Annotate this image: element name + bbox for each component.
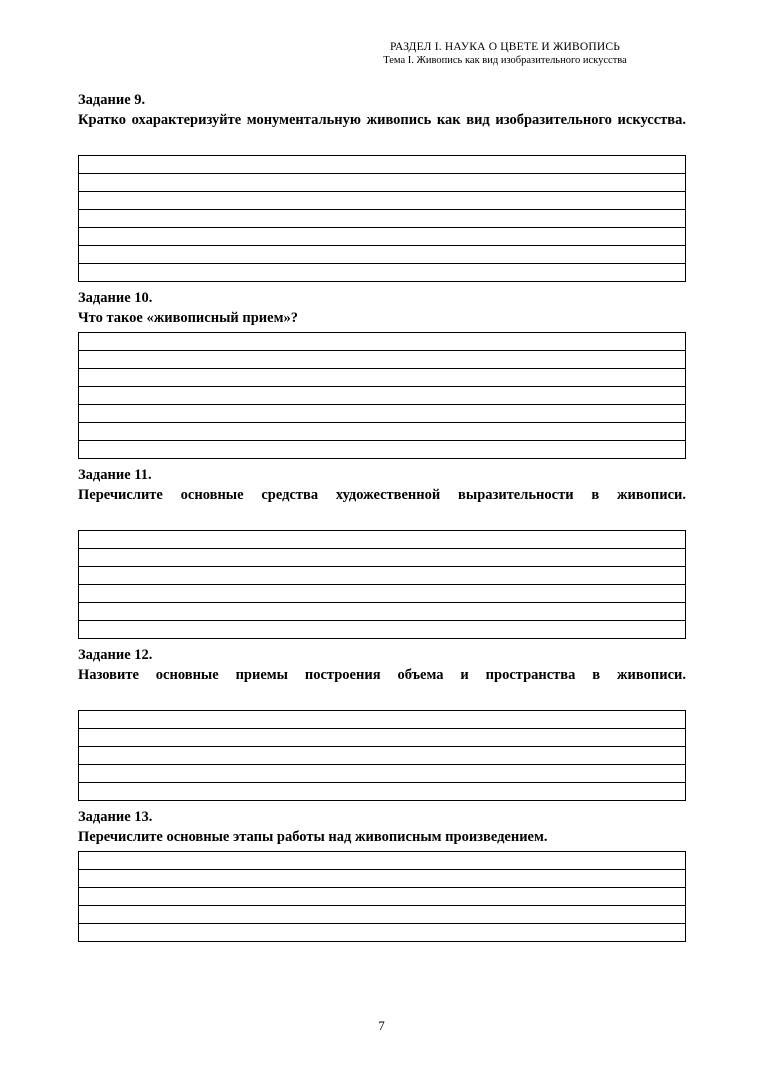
answer-line[interactable] [79, 729, 686, 747]
table-row[interactable] [79, 747, 686, 765]
table-row[interactable] [79, 711, 686, 729]
answer-line[interactable] [79, 264, 686, 282]
answer-line[interactable] [79, 174, 686, 192]
table-row[interactable] [79, 156, 686, 174]
table-row[interactable] [79, 369, 686, 387]
table-row[interactable] [79, 729, 686, 747]
table-row[interactable] [79, 852, 686, 870]
table-row[interactable] [79, 228, 686, 246]
table-row[interactable] [79, 192, 686, 210]
task-question: Что такое «живописный прием»? [78, 310, 298, 326]
answer-line[interactable] [79, 870, 686, 888]
answer-line[interactable] [79, 351, 686, 369]
answer-line[interactable] [79, 747, 686, 765]
answer-line[interactable] [79, 783, 686, 801]
table-row[interactable] [79, 549, 686, 567]
answer-line[interactable] [79, 423, 686, 441]
answer-line[interactable] [79, 369, 686, 387]
table-row[interactable] [79, 621, 686, 639]
table-row[interactable] [79, 924, 686, 942]
task-number: Задание 13. [78, 809, 153, 825]
answer-line[interactable] [79, 924, 686, 942]
task-number: Задание 10. [78, 290, 153, 306]
header-section-title: РАЗДЕЛ I. НАУКА О ЦВЕТЕ И ЖИВОПИСЬ [389, 41, 621, 53]
answer-line[interactable] [79, 585, 686, 603]
table-row[interactable] [79, 603, 686, 621]
header-topic-title: Тема I. Живопись как вид изобразительного искусства [383, 55, 627, 66]
answer-table[interactable] [78, 155, 686, 282]
table-row[interactable] [79, 888, 686, 906]
task-block [78, 289, 686, 459]
answer-line[interactable] [79, 603, 686, 621]
answer-line[interactable] [79, 621, 686, 639]
table-row[interactable] [79, 906, 686, 924]
table-row[interactable] [79, 567, 686, 585]
task-question: Перечислите основные этапы работы над живописным произведением. [78, 829, 548, 845]
task-block [78, 91, 686, 282]
answer-line[interactable] [79, 531, 686, 549]
task-number: Задание 12. [78, 647, 153, 663]
answer-table[interactable] [78, 710, 686, 801]
answer-line[interactable] [79, 711, 686, 729]
table-row[interactable] [79, 870, 686, 888]
task-number: Задание 9. [78, 92, 146, 108]
answer-line[interactable] [79, 156, 686, 174]
answer-line[interactable] [79, 387, 686, 405]
table-row[interactable] [79, 210, 686, 228]
table-row[interactable] [79, 246, 686, 264]
task-block [78, 646, 686, 801]
answer-line[interactable] [79, 567, 686, 585]
task-question: Назовите основные приемы построения объема и пространства в живописи. [78, 667, 686, 683]
answer-line[interactable] [79, 765, 686, 783]
answer-line[interactable] [79, 192, 686, 210]
table-row[interactable] [79, 585, 686, 603]
answer-line[interactable] [79, 405, 686, 423]
page-header [325, 40, 685, 68]
table-row[interactable] [79, 351, 686, 369]
answer-line[interactable] [79, 549, 686, 567]
tasks-container [78, 84, 686, 942]
task-question: Перечислите основные средства художественной выразительности в живописи. [78, 487, 686, 503]
page-number: 7 [378, 1018, 385, 1033]
task-question: Кратко охарактеризуйте монументальную живопись как вид изобразительного искусства. [78, 112, 686, 128]
table-row[interactable] [79, 423, 686, 441]
answer-line[interactable] [79, 906, 686, 924]
answer-line[interactable] [79, 246, 686, 264]
table-row[interactable] [79, 405, 686, 423]
table-row[interactable] [79, 174, 686, 192]
table-row[interactable] [79, 531, 686, 549]
answer-line[interactable] [79, 888, 686, 906]
table-row[interactable] [79, 783, 686, 801]
answer-table[interactable] [78, 530, 686, 639]
answer-line[interactable] [79, 852, 686, 870]
table-row[interactable] [79, 387, 686, 405]
table-row[interactable] [79, 333, 686, 351]
answer-line[interactable] [79, 228, 686, 246]
task-block [78, 808, 686, 942]
answer-table[interactable] [78, 332, 686, 459]
task-block [78, 466, 686, 639]
answer-table[interactable] [78, 851, 686, 942]
answer-line[interactable] [79, 333, 686, 351]
answer-line[interactable] [79, 210, 686, 228]
table-row[interactable] [79, 264, 686, 282]
task-number: Задание 11. [78, 467, 152, 483]
answer-line[interactable] [79, 441, 686, 459]
table-row[interactable] [79, 441, 686, 459]
table-row[interactable] [79, 765, 686, 783]
